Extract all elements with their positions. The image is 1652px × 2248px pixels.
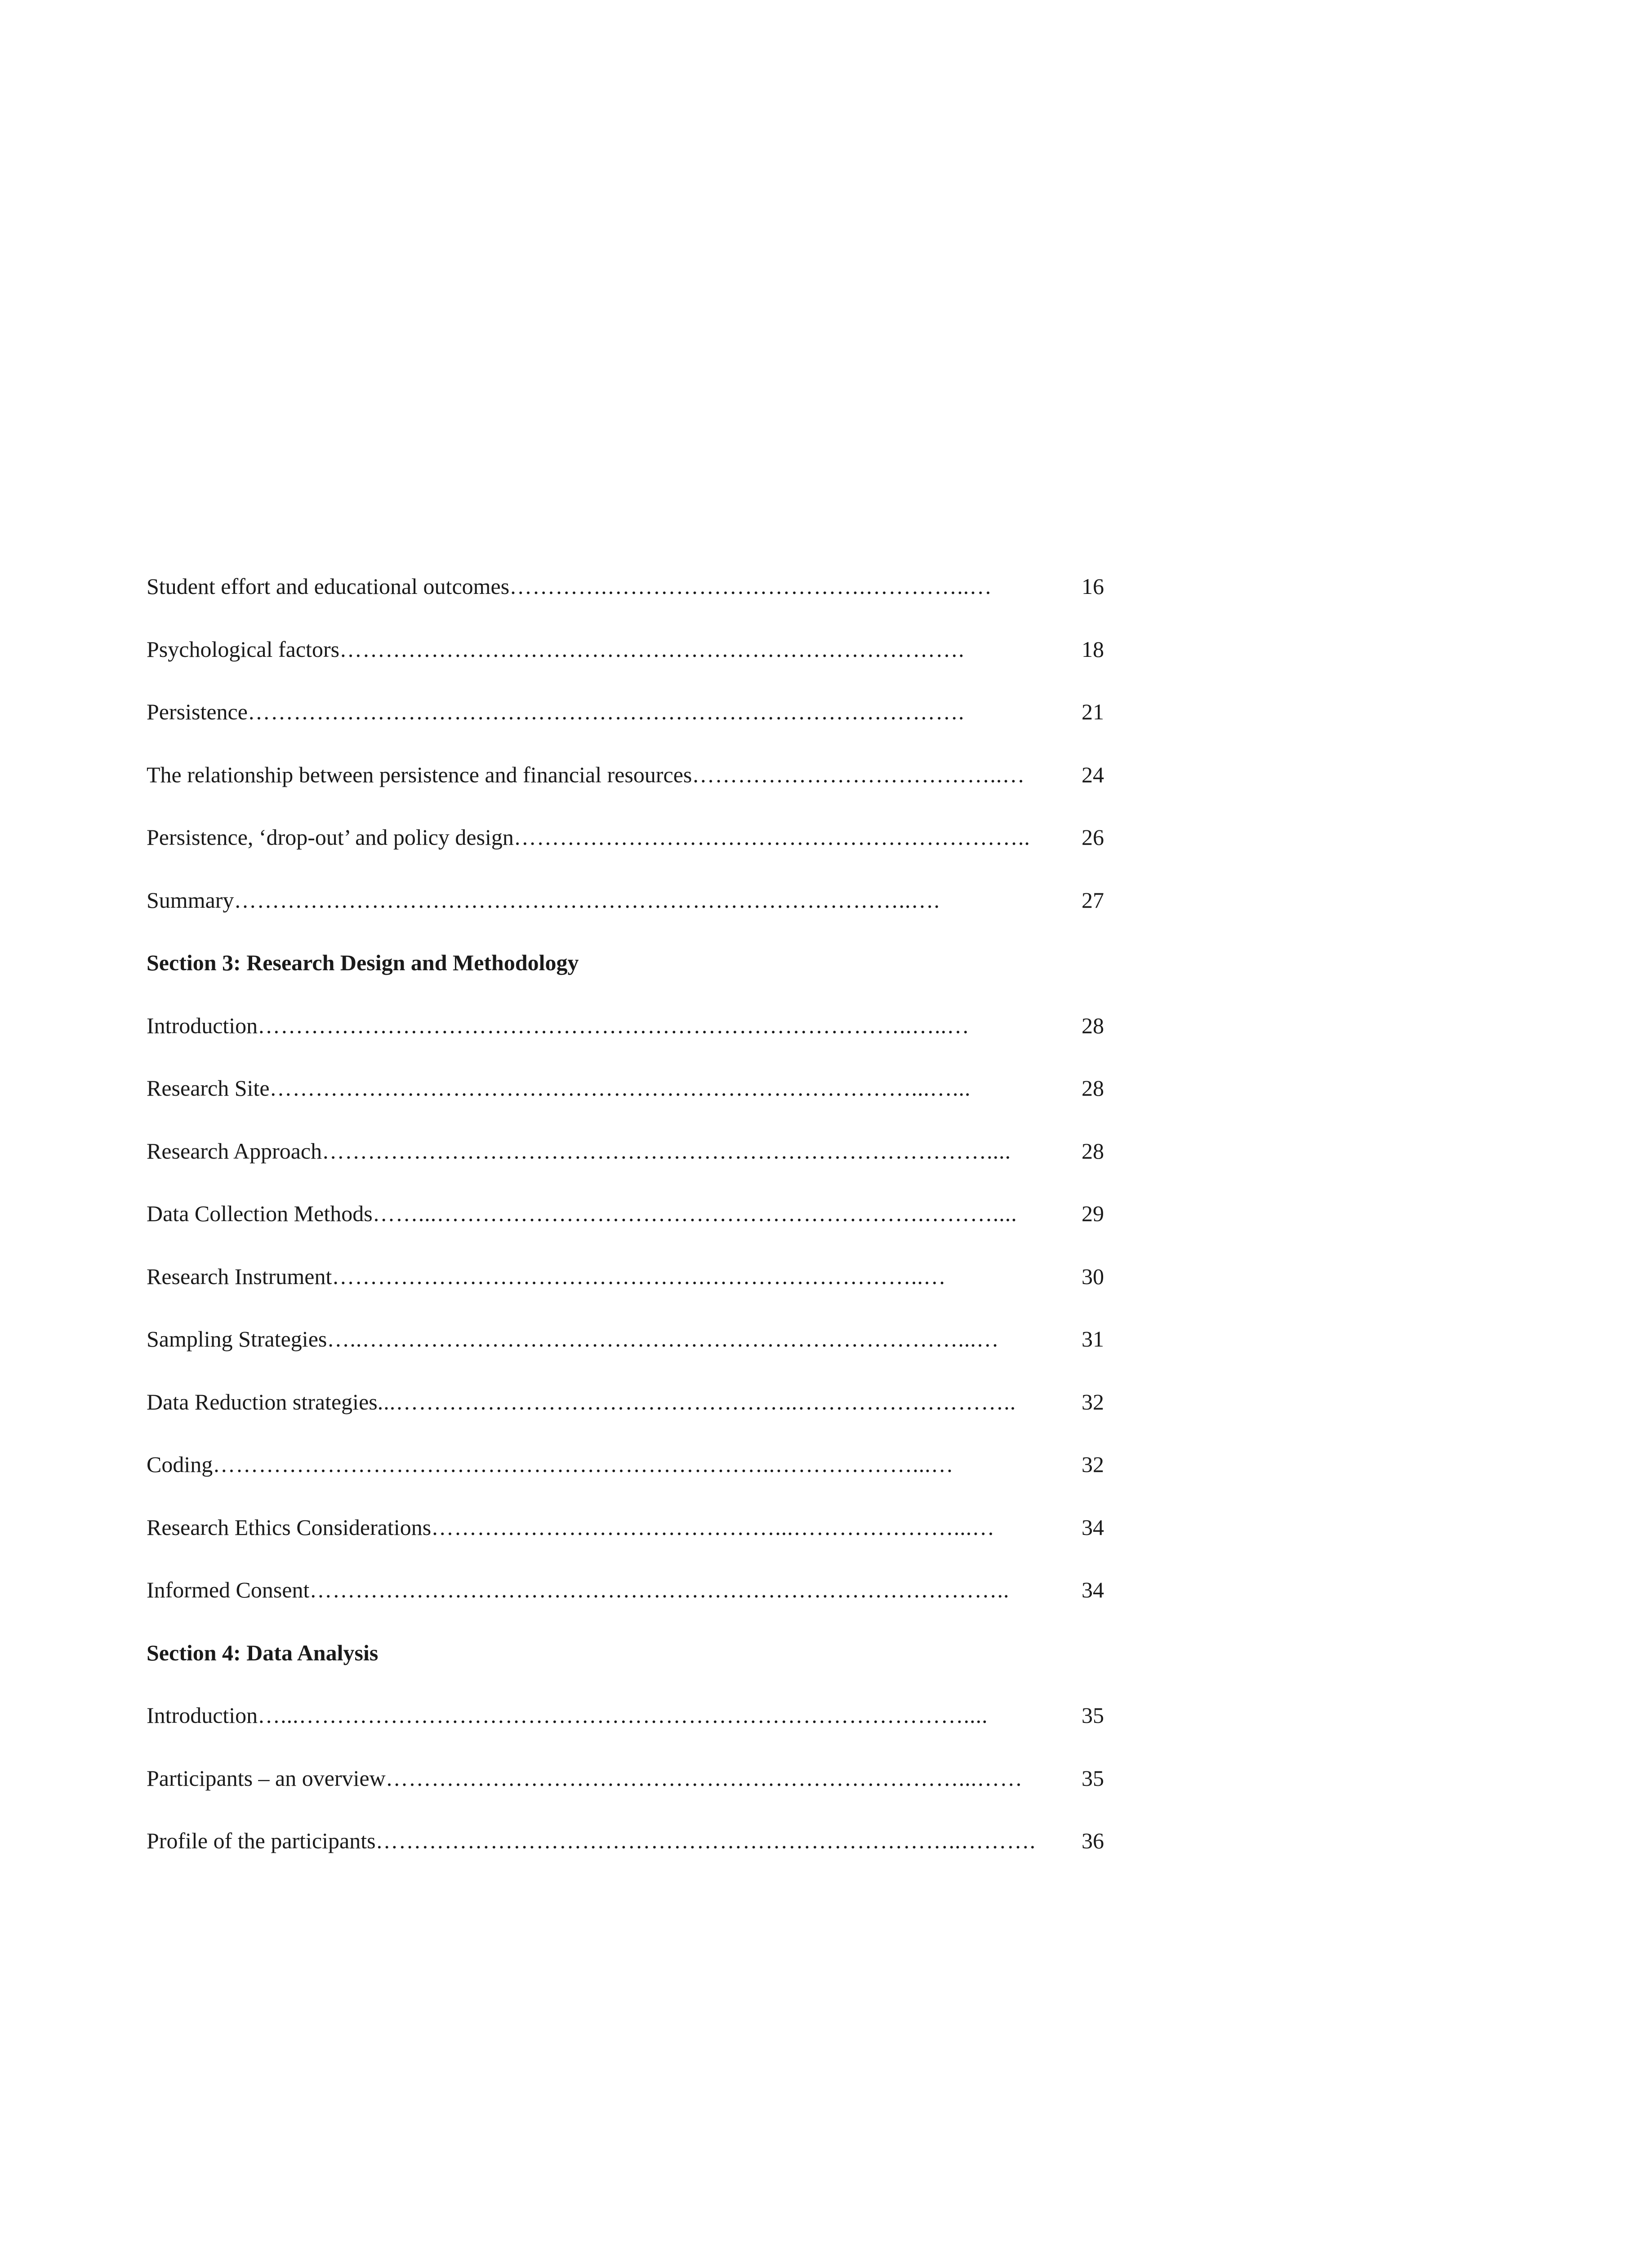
toc-entry-title: Sampling Strategies xyxy=(147,1326,327,1351)
toc-entry-title: Participants – an overview xyxy=(147,1765,386,1791)
toc-page-number: 31 xyxy=(1082,1326,1104,1351)
toc-page-number: 34 xyxy=(1082,1577,1104,1602)
toc-entry-research-ethics[interactable] xyxy=(147,1513,1104,1576)
table-of-contents xyxy=(147,572,1104,1889)
toc-dot-leader: ………………………………………………………………………. xyxy=(339,636,965,662)
toc-page-number: 35 xyxy=(1082,1765,1104,1791)
toc-dot-leader: ………………………………………...…………………...… xyxy=(431,1514,995,1540)
toc-section-heading-4 xyxy=(147,1638,1104,1701)
toc-entry-coding[interactable] xyxy=(147,1450,1104,1513)
toc-entry-participant-profile[interactable] xyxy=(147,1826,1104,1889)
toc-dot-leader: …………………………………………………………………………………. xyxy=(247,699,965,724)
toc-entry-title: Data Collection Methods xyxy=(147,1201,373,1226)
toc-dot-leader: …...…………………………………………………………………………….... xyxy=(258,1703,988,1728)
toc-entry-summary[interactable] xyxy=(147,886,1104,949)
toc-page-number: 36 xyxy=(1082,1828,1104,1853)
toc-dot-leader: ...……………………………………………..……………………….. xyxy=(377,1389,1016,1414)
toc-entry-title: Research Site xyxy=(147,1075,270,1101)
toc-dot-leader: …..……………………………………………………………………...… xyxy=(327,1326,999,1351)
toc-dot-leader: ……...……………………………………………………….……….... xyxy=(372,1201,1017,1226)
toc-page-number: 16 xyxy=(1082,574,1104,599)
toc-entry-title: The relationship between persistence and financial resources xyxy=(147,762,692,787)
toc-page-number: 28 xyxy=(1082,1075,1104,1101)
section-heading: Section 4: Data Analysis xyxy=(147,1640,378,1665)
toc-entry-title: Student effort and educational outcomes xyxy=(147,574,510,599)
toc-entry-dropout-policy[interactable] xyxy=(147,823,1104,886)
toc-entry-persistence-financial[interactable] xyxy=(147,760,1104,823)
toc-dot-leader: ……………………………………………………………………………….. xyxy=(309,1577,1010,1602)
toc-entry-title: Summary xyxy=(147,887,234,913)
toc-entry-data-reduction[interactable] xyxy=(147,1387,1104,1450)
toc-entry-persistence[interactable] xyxy=(147,697,1104,760)
toc-entry-title: Research Approach xyxy=(147,1138,322,1164)
toc-dot-leader: ………………………………………………………….. xyxy=(513,825,1030,850)
toc-entry-participants-overview[interactable] xyxy=(147,1764,1104,1827)
toc-page-number: 30 xyxy=(1082,1263,1104,1289)
toc-entry-title: Introduction xyxy=(147,1012,258,1038)
toc-entry-student-effort[interactable] xyxy=(147,572,1104,635)
toc-dot-leader: ……………………………………………………………………………..…. xyxy=(234,887,940,913)
toc-page-number: 18 xyxy=(1082,636,1104,662)
toc-entry-title: Data Reduction strategies xyxy=(147,1389,378,1414)
toc-entry-research-instrument[interactable] xyxy=(147,1262,1104,1325)
toc-page-number: 32 xyxy=(1082,1389,1104,1414)
toc-page-number: 29 xyxy=(1082,1201,1104,1226)
section-heading: Section 3: Research Design and Methodology xyxy=(147,950,579,975)
toc-entry-title: Coding xyxy=(147,1452,213,1477)
toc-page-number: 35 xyxy=(1082,1703,1104,1728)
toc-entry-sampling-strategies[interactable] xyxy=(147,1325,1104,1387)
toc-page-number: 26 xyxy=(1082,825,1104,850)
toc-entry-research-approach[interactable] xyxy=(147,1137,1104,1200)
toc-entry-title: Profile of the participants xyxy=(147,1828,376,1853)
toc-entry-title: Research Instrument xyxy=(147,1263,332,1289)
toc-section-heading-3 xyxy=(147,948,1104,1011)
toc-dot-leader: …………………………………………………………………………….... xyxy=(322,1138,1011,1164)
toc-dot-leader: …………………………………………………………………..………. xyxy=(375,1828,1036,1853)
toc-page-number: 28 xyxy=(1082,1012,1104,1038)
toc-entry-data-collection[interactable] xyxy=(147,1199,1104,1262)
toc-page-number: 28 xyxy=(1082,1138,1104,1164)
toc-page-number: 21 xyxy=(1082,699,1104,724)
toc-dot-leader: …………………………………………………………………...…… xyxy=(385,1765,1023,1791)
toc-entry-title: Psychological factors xyxy=(147,636,340,662)
toc-dot-leader: ………………………………………………………………..………………...… xyxy=(213,1452,954,1477)
toc-entry-title: Persistence, ‘drop-out’ and policy design xyxy=(147,825,514,850)
toc-entry-psychological-factors[interactable] xyxy=(147,635,1104,698)
toc-entry-title: Research Ethics Considerations xyxy=(147,1514,432,1540)
toc-dot-leader: …………………………………………………………………………..…..… xyxy=(258,1012,970,1038)
toc-page-number: 32 xyxy=(1082,1452,1104,1477)
toc-entry-title: Introduction xyxy=(147,1703,258,1728)
toc-dot-leader: …………………………………………………………………………...…... xyxy=(269,1075,971,1101)
toc-entry-title: Persistence xyxy=(147,699,248,724)
toc-entry-title: Informed Consent xyxy=(147,1577,310,1602)
toc-page-number: 34 xyxy=(1082,1514,1104,1540)
toc-dot-leader: …………………………………..… xyxy=(692,762,1025,787)
toc-page-number: 24 xyxy=(1082,762,1104,787)
toc-entry-introduction-analysis[interactable] xyxy=(147,1701,1104,1764)
toc-entry-informed-consent[interactable] xyxy=(147,1575,1104,1638)
toc-dot-leader: ………….…………………………….…………..… xyxy=(509,574,993,599)
toc-dot-leader: ………………………………………….………………………..… xyxy=(332,1263,946,1289)
toc-entry-research-site[interactable] xyxy=(147,1074,1104,1137)
toc-entry-introduction[interactable] xyxy=(147,1011,1104,1074)
toc-page-number: 27 xyxy=(1082,887,1104,913)
